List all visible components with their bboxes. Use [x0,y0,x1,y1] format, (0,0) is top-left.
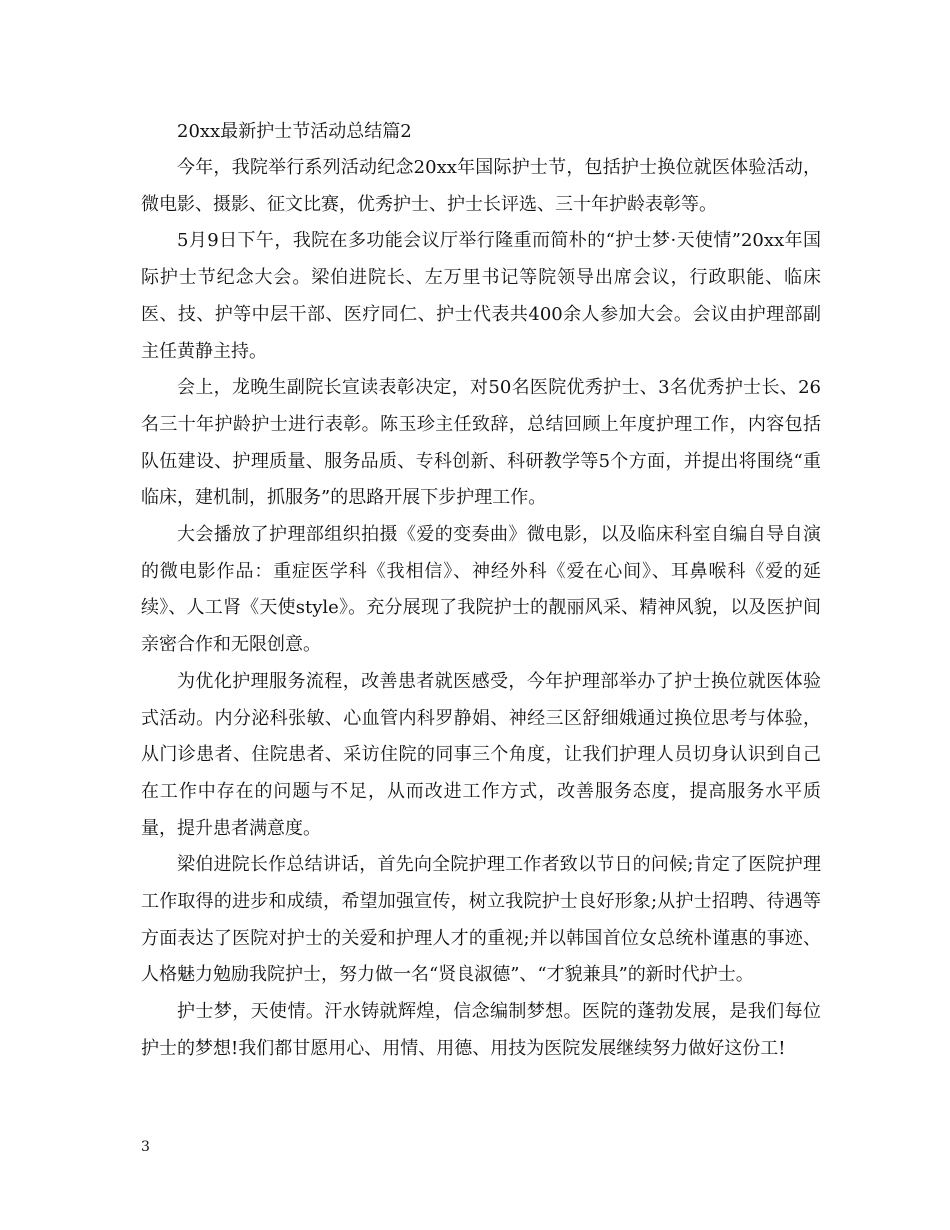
paragraph-microfilm: 大会播放了护理部组织拍摄《爱的变奏曲》微电影，以及临床科室自编自导自演的微电影作品：重症医学科《我相信》、神经外科《爱在心间》、耳鼻喉科《爱的延续》、人工肾《天使style》。充分展现了我院护士的靓丽风采、精神风貌，以及医护间亲密合作和无限创意。 [141,524,821,656]
paragraph-conference: 5月9日下午，我院在多功能会议厅举行隆重而简朴的“护士梦·天使情”20xx年国际护士节纪念大会。梁伯进院长、左万里书记等院领导出席会议，行政职能、临床医、技、护等中层干部、医疗同仁、护士代表共400余人参加大会。会议由护理部副主任黄静主持。 [141,230,821,362]
page-number: 3 [141,1139,150,1155]
paragraph-experience-activity: 为优化护理服务流程，改善患者就医感受，今年护理部举办了护士换位就医体验式活动。内分泌科张敏、心血管内科罗静娟、神经三区舒细娥通过换位思考与体验，从门诊患者、住院患者、采访住院的同事三个角度，让我们护理人员切身认识到自己在工作中存在的问题与不足，从而改进工作方式，改善服务态度，提高服务水平质量，提升患者满意度。 [141,670,821,839]
paragraph-commendation: 会上，龙晚生副院长宣读表彰决定，对50名医院优秀护士、3名优秀护士长、26名三十年护龄护士进行表彰。陈玉珍主任致辞，总结回顾上年度护理工作，内容包括队伍建设、护理质量、服务品质、专科创新、科研教学等5个方面，并提出将围绕“重临床，建机制，抓服务”的思路开展下步护理工作。 [141,377,821,509]
paragraph-summary-speech: 梁伯进院长作总结讲话，首先向全院护理工作者致以节日的问候;肯定了医院护理工作取得的进步和成绩，希望加强宣传，树立我院护士良好形象;从护士招聘、待遇等方面表达了医院对护士的关爱和护理人才的重视;并以韩国首位女总统朴谨惠的事迹、人格魅力勉励我院护士，努力做一名“贤良淑德”、“才貌兼具”的新时代护士。 [141,854,821,986]
document-title: 20xx最新护士节活动总结篇2 [177,121,412,142]
document-body [141,114,821,1068]
paragraph-intro: 今年，我院举行系列活动纪念20xx年国际护士节，包括护士换位就医体验活动，微电影、摄影、征文比赛，优秀护士、护士长评选、三十年护龄表彰等。 [141,157,821,215]
paragraph-closing: 护士梦，天使情。汗水铸就辉煌，信念编制梦想。医院的蓬勃发展，是我们每位护士的梦想!我们都甘愿用心、用情、用德、用技为医院发展继续努力做好这份工! [141,1001,821,1059]
